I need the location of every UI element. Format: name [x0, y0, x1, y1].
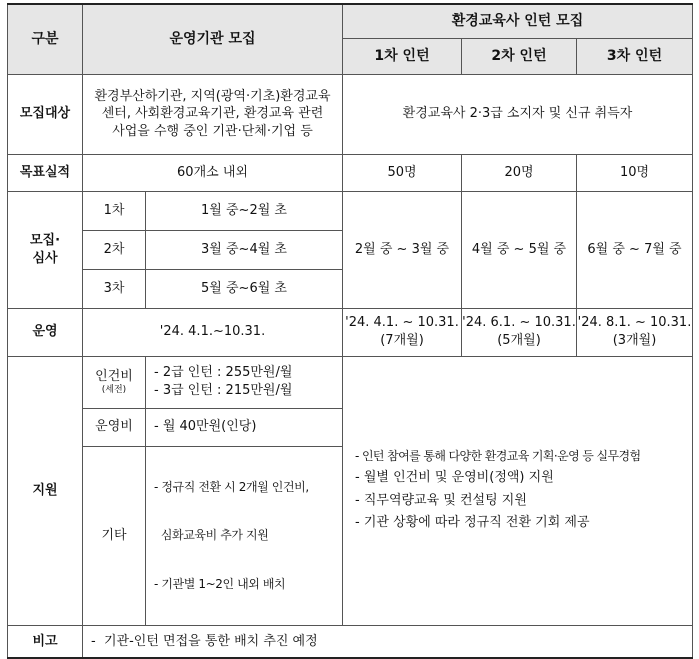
header-intern-round-1: 1차 인턴: [343, 38, 462, 74]
selection-round-1: 1차: [83, 191, 146, 230]
header-intern-round-2: 2차 인턴: [462, 38, 577, 74]
support-operating-detail: - 월 40만원(인당): [146, 408, 343, 446]
goal-org-cell: 60개소 내외: [83, 154, 343, 191]
support-other-detail: [146, 446, 343, 625]
operation-period: '24. 4.1. ~ 10.31.: [345, 315, 459, 331]
header-intern-recruitment: 환경교육사 인턴 모집: [343, 4, 693, 38]
operation-intern-2: [462, 308, 577, 356]
selection-round-3: 3차: [83, 269, 146, 308]
support-labor-label: 인건비: [95, 369, 133, 385]
row-label-operation: 운영: [8, 308, 83, 356]
support-intern-line: - 인턴 참여를 통해 다양한 환경교육 기획·운영 등 실무경험: [355, 448, 641, 463]
row-label-support: 지원: [8, 356, 83, 625]
target-org-cell: [83, 74, 343, 154]
support-other-line: - 기관별 1~2인 내외 배치: [154, 577, 286, 591]
selection-period-3: 5월 중~6월 초: [146, 269, 343, 308]
operation-org-cell: '24. 4.1.~10.31.: [83, 308, 343, 356]
operation-intern-3: [577, 308, 693, 356]
selection-period-1: 1월 중~2월 초: [146, 191, 343, 230]
selection-intern-3: 6월 중 ~ 7월 중: [577, 191, 693, 308]
row-label-target: 모집대상: [8, 74, 83, 154]
support-intern-line: - 월별 인건비 및 운영비(정액) 지원: [355, 469, 554, 485]
target-org-line: 센터, 사회환경교육기관, 환경교육 관련: [101, 106, 324, 122]
support-labor-label-cell: [83, 356, 146, 408]
operation-months: (7개월): [380, 333, 424, 348]
support-intern-line: - 기관 상황에 따라 정규직 전환 기회 제공: [355, 515, 590, 531]
header-intern-round-3: 3차 인턴: [577, 38, 693, 74]
support-labor-line: - 3급 인턴 : 215만원/월: [154, 383, 293, 398]
remarks-cell: - 기관-인턴 면접을 통한 배치 추진 예정: [83, 625, 693, 658]
goal-intern-1: 50명: [343, 154, 462, 191]
row-label-remarks: 비고: [8, 625, 83, 658]
support-operating-label: 운영비: [83, 408, 146, 446]
support-other-line: 심화교육비 추가 지원: [154, 528, 269, 543]
support-intern-cell: [343, 356, 693, 625]
support-intern-line: - 직무역량교육 및 컨설팅 지원: [355, 492, 527, 508]
goal-intern-3: 10명: [577, 154, 693, 191]
selection-intern-1: 2월 중 ~ 3월 중: [343, 191, 462, 308]
intern-recruitment-table: [7, 3, 693, 659]
support-other-line: - 정규직 전환 시 2개월 인건비,: [154, 479, 309, 494]
header-category: 구분: [8, 4, 83, 74]
goal-intern-2: 20명: [462, 154, 577, 191]
operation-period: '24. 6.1. ~ 10.31.: [462, 315, 576, 331]
operation-months: (5개월): [497, 333, 541, 348]
selection-round-2: 2차: [83, 230, 146, 269]
target-org-line: 사업을 수행 중인 기관·단체·기업 등: [112, 123, 313, 139]
operation-period: '24. 8.1. ~ 10.31.: [577, 315, 692, 331]
target-org-line: 환경부산하기관, 지역(광역·기초)환경교육: [94, 88, 331, 104]
header-org-recruitment: 운영기관 모집: [83, 4, 343, 74]
support-labor-detail: [146, 356, 343, 408]
support-other-label: 기타: [83, 446, 146, 625]
selection-period-2: 3월 중~4월 초: [146, 230, 343, 269]
row-label-goal: 목표실적: [8, 154, 83, 191]
selection-intern-2: 4월 중 ~ 5월 중: [462, 191, 577, 308]
selection-label-line: 모집·: [29, 232, 61, 248]
operation-months: (3개월): [612, 333, 657, 348]
selection-label-line: 심사: [32, 250, 58, 266]
target-intern-cell: 환경교육사 2·3급 소지자 및 신규 취득자: [343, 74, 693, 154]
row-label-selection: [8, 191, 83, 308]
operation-intern-1: [343, 308, 462, 356]
support-labor-line: - 2급 인턴 : 255만원/월: [154, 365, 293, 381]
support-labor-note: (세전): [101, 384, 127, 395]
